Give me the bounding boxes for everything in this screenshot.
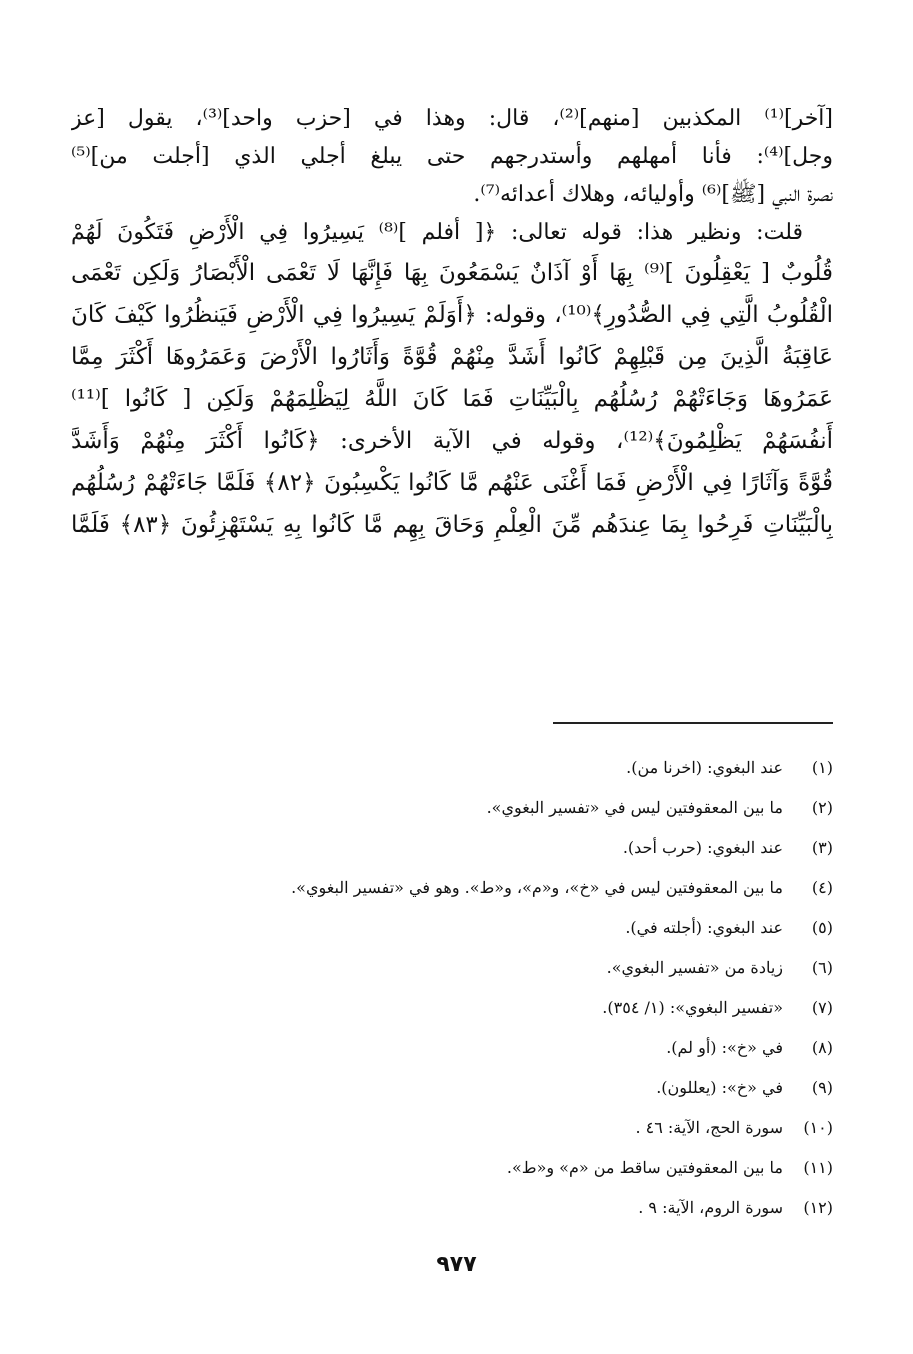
footnote-item — [63, 1188, 833, 1228]
footnote-item — [63, 908, 833, 948]
footnote-number: (٩) — [811, 1078, 833, 1097]
footnote-text: ما بين المعقوفتين ساقط من «م» و«ط». — [506, 1158, 783, 1177]
footnote-number: (١١) — [803, 1158, 833, 1177]
text-line: [آخر]⁽¹⁾ المكذبين [منهم]⁽²⁾، قال: وهذا في [حزب واحد]⁽³⁾، يقول [عز — [71, 106, 833, 131]
footnote-item — [63, 788, 833, 828]
footnote-number: (١٢) — [803, 1198, 833, 1217]
text-line: الْقُلُوبُ الَّتِي فِي الصُّدُورِ﴾⁽¹⁰⁾، وقوله: ﴿أَوَلَمْ يَسِيرُوا فِي الْأَرْضِ فَيَنظُرُوا كَيْفَ كَانَ — [71, 302, 833, 328]
footnote-number: (٥) — [811, 918, 833, 937]
footnote-number: (٢) — [811, 798, 833, 817]
footnote-number: (١٠) — [803, 1118, 833, 1137]
footnote-item — [63, 1028, 833, 1068]
footnote-text: «تفسير البغوي»: (١/ ٣٥٤). — [602, 998, 783, 1017]
text-line: قلت: ونظير هذا: قوله تعالى: ﴿[ أفلم ]⁽⁸⁾ يَسِيرُوا فِي الْأَرْضِ فَتَكُونَ لَهُمْ — [71, 220, 803, 245]
footnote-item — [63, 1148, 833, 1188]
footnote-item — [63, 748, 833, 788]
footnote-text: ما بين المعقوفتين ليس في «خ»، و«م»، و«ط». وهو في «تفسير البغوي». — [291, 878, 783, 897]
footnote-item — [63, 828, 833, 868]
footnote-text: عند البغوي: (حرب أحد). — [622, 838, 783, 857]
footnote-item — [63, 868, 833, 908]
text-line: عَاقِبَةُ الَّذِينَ مِن قَبْلِهِمْ كَانُوا أَشَدَّ مِنْهُمْ قُوَّةً وَأَثَارُوا الْأَرْضَ وَعَمَرُوهَا أَكْثَرَ مِمَّا — [71, 344, 833, 370]
main-text-block — [71, 100, 833, 546]
text-line: نصرة النبي [ﷺ]⁽⁶⁾ وأوليائه، وهلاك أعدائه⁽⁷⁾. — [473, 182, 833, 207]
footnote-text: في «خ»: (أو لم). — [666, 1038, 783, 1057]
footnote-text: زيادة من «تفسير البغوي». — [606, 958, 783, 977]
footnote-item — [63, 948, 833, 988]
footnote-text: في «خ»: (يعللون). — [656, 1078, 783, 1097]
text-line: وجل]⁽⁴⁾: فأنا أمهلهم وأستدرجهم حتى يبلغ أجلي الذي [أجلت من]⁽⁵⁾ — [71, 144, 833, 169]
footnote-number: (١) — [811, 758, 833, 777]
text-line: قُوَّةً وَآثَارًا فِي الْأَرْضِ فَمَا أَغْنَى عَنْهُم مَّا كَانُوا يَكْسِبُونَ ﴿٨٢﴾ فَلَمَّا جَاءَتْهُمْ رُسُلُهُم — [71, 470, 833, 496]
footnote-number: (٣) — [811, 838, 833, 857]
footnote-number: (٧) — [811, 998, 833, 1017]
footnote-divider — [553, 722, 833, 724]
footnote-text: عند البغوي: (أجلته في). — [625, 918, 783, 937]
footnote-item — [63, 988, 833, 1028]
footnote-text: سورة الحج، الآية: ٤٦ . — [635, 1118, 783, 1137]
footnote-text: ما بين المعقوفتين ليس في «تفسير البغوي». — [486, 798, 783, 817]
text-line: أَنفُسَهُمْ يَظْلِمُونَ﴾⁽¹²⁾، وقوله في الآية الأخرى: ﴿كَانُوا أَكْثَرَ مِنْهُمْ وَأَشَدَّ — [71, 428, 833, 454]
footnote-number: (٦) — [811, 958, 833, 977]
text-line: عَمَرُوهَا وَجَاءَتْهُمْ رُسُلُهُم بِالْبَيِّنَاتِ فَمَا كَانَ اللَّهُ لِيَظْلِمَهُمْ وَلَكِن [ كَانُوا ]⁽¹¹⁾ — [71, 386, 833, 412]
footnote-item — [63, 1108, 833, 1148]
footnotes-list — [63, 748, 833, 1228]
footnote-number: (٨) — [811, 1038, 833, 1057]
text-line: بِالْبَيِّنَاتِ فَرِحُوا بِمَا عِندَهُم مِّنَ الْعِلْمِ وَحَاقَ بِهِم مَّا كَانُوا بِهِ يَسْتَهْزِئُونَ ﴿٨٣﴾ فَلَمَّا — [71, 512, 833, 538]
footnote-number: (٤) — [811, 878, 833, 897]
page-number: ٩٧٧ — [436, 1252, 477, 1277]
footnote-text: سورة الروم، الآية: ٩ . — [638, 1198, 783, 1217]
footnote-item — [63, 1068, 833, 1108]
text-line: قُلُوبٌ [ يَعْقِلُونَ ]⁽⁹⁾ بِهَا أَوْ آذَانٌ يَسْمَعُونَ بِهَا فَإِنَّهَا لَا تَعْمَى الْأَبْصَارُ وَلَكِن تَعْمَى — [71, 260, 833, 286]
footnote-text: عند البغوي: (اخرنا من). — [626, 758, 783, 777]
